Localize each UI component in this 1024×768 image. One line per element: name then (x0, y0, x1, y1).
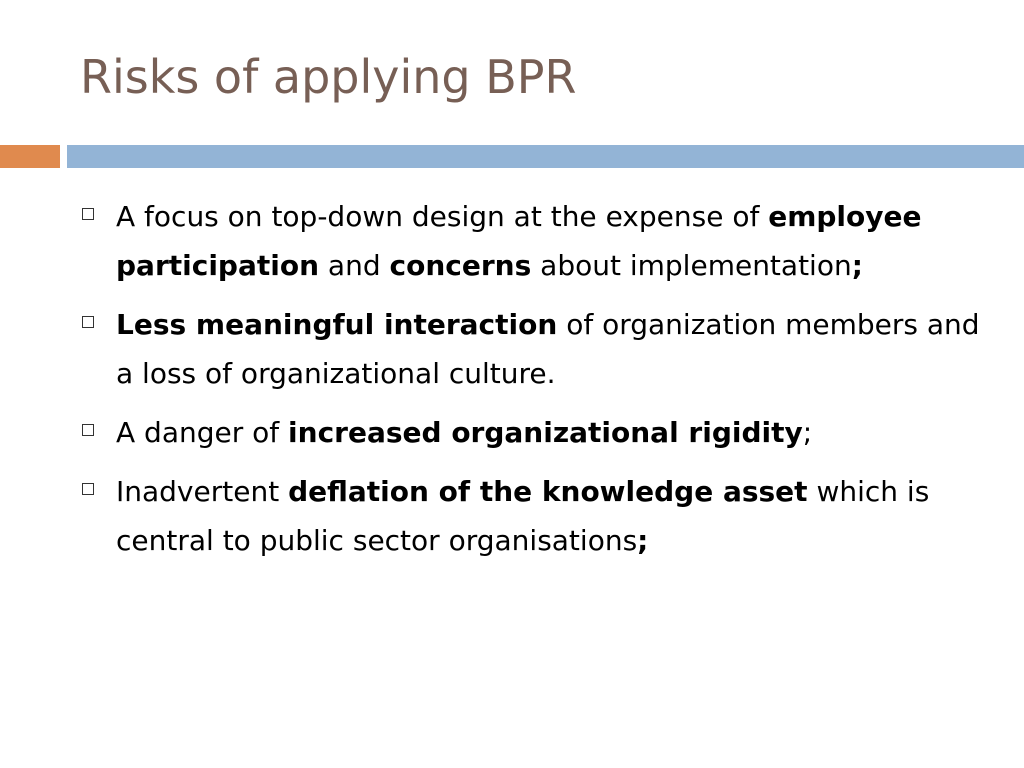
accent-bar (0, 145, 60, 168)
bullet-text-segment: and (319, 249, 390, 282)
title-divider-bar (67, 145, 1024, 168)
bullet-item (82, 300, 982, 398)
slide-title: Risks of applying BPR (80, 50, 577, 104)
bullet-bold-segment: ; (637, 524, 649, 557)
bullet-bold-segment: deflation of the knowledge asset (288, 475, 808, 508)
bullet-bold-segment: Less meaningful interaction (116, 308, 558, 341)
bullet-text (116, 192, 982, 290)
bullet-text-segment: A danger of (116, 416, 289, 449)
bullet-bold-segment: ; (851, 249, 863, 282)
bullet-text-segment: about implementation (531, 249, 852, 282)
bullet-list (82, 192, 982, 575)
bullet-item (82, 192, 982, 290)
bullet-text (116, 408, 982, 457)
bullet-text-segment: Inadvertent (116, 475, 289, 508)
bullet-text-segment: which is central to public sector organisations (116, 475, 930, 557)
bullet-bold-segment: employee participation (116, 200, 922, 282)
hollow-square-bullet-icon (82, 483, 94, 495)
bullet-item (82, 467, 982, 565)
hollow-square-bullet-icon (82, 424, 94, 436)
bullet-text (116, 467, 982, 565)
bullet-text-segment: ; (802, 416, 813, 449)
bullet-bold-segment: increased organizational rigidity (288, 416, 803, 449)
bullet-text-segment: A focus on top-down design at the expense of (116, 200, 769, 233)
hollow-square-bullet-icon (82, 316, 94, 328)
bullet-text (116, 300, 982, 398)
hollow-square-bullet-icon (82, 208, 94, 220)
bullet-text-segment: of organization members and a loss of organizational culture. (116, 308, 980, 390)
bullet-item (82, 408, 982, 457)
bullet-bold-segment: concerns (389, 249, 532, 282)
